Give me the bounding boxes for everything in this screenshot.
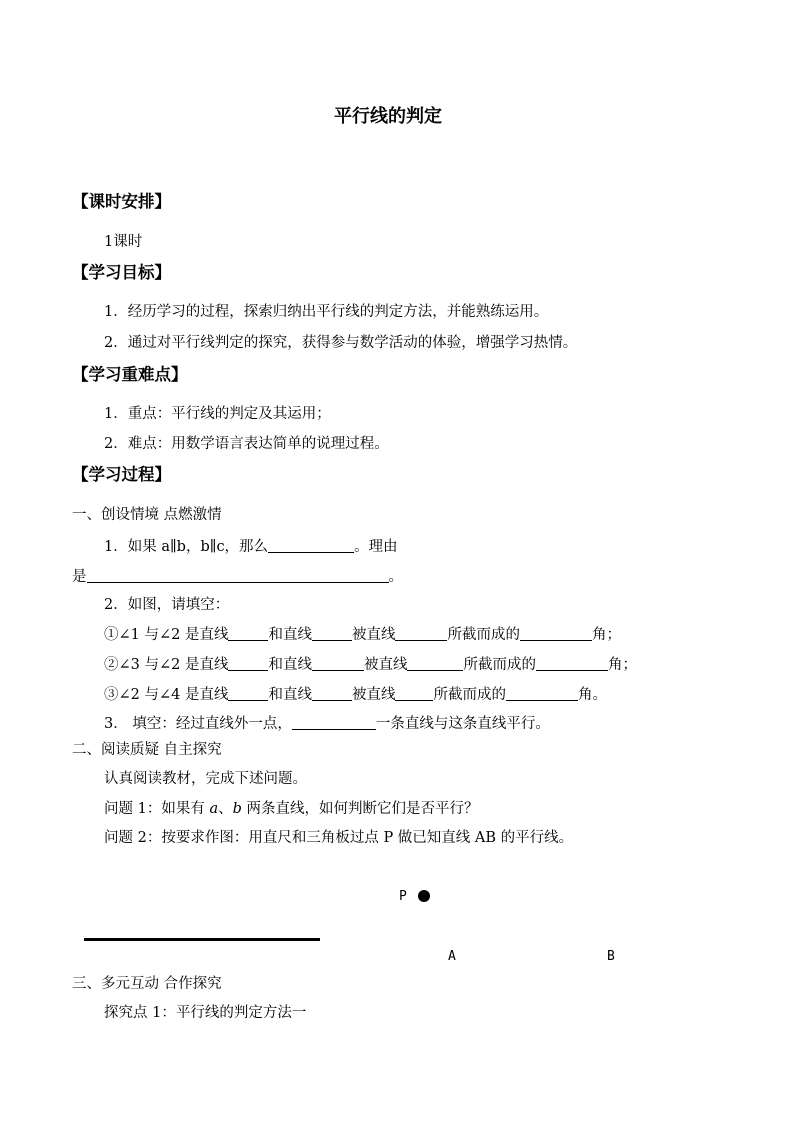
row3-text-4: 所截而成的: [433, 687, 506, 703]
row2-blank-2[interactable]: [312, 656, 364, 671]
row2-text-4: 所截而成的: [463, 657, 536, 673]
point-p-dot: [418, 890, 430, 902]
schedule-heading: 【课时安排】: [72, 192, 171, 211]
label-a: A: [448, 949, 456, 964]
part2-heading: 二、阅读质疑 自主探究: [72, 742, 222, 758]
row1-text-2: 和直线: [268, 627, 312, 643]
row2-text-2: 和直线: [268, 657, 312, 673]
row1-text-1: ①∠1 与∠2 是直线: [104, 627, 229, 643]
q1-blank-1[interactable]: [268, 538, 354, 553]
question-2-text: 2．如图，请填空：: [104, 597, 230, 613]
q1-blank-2[interactable]: [87, 568, 389, 583]
row3-text-2: 和直线: [268, 687, 312, 703]
row3-blank-1[interactable]: [228, 686, 268, 701]
fill-row-1: [104, 626, 621, 643]
row2-blank-4[interactable]: [536, 656, 608, 671]
row1-blank-2[interactable]: [312, 626, 352, 641]
goal-item-1: 1．经历学习的过程，探索归纳出平行线的判定方法，并能熟练运用。: [104, 304, 549, 320]
row1-blank-3[interactable]: [395, 626, 447, 641]
row3-text-5: 角。: [577, 687, 607, 703]
fill-row-2: [104, 656, 637, 673]
part3-heading: 三、多元互动 合作探究: [72, 976, 222, 992]
q1-text-b: 。理由: [354, 539, 398, 555]
question-1-reason-line: [72, 568, 403, 585]
row2-blank-3[interactable]: [407, 656, 463, 671]
row3-text-3: 被直线: [351, 687, 396, 703]
keypoint-item-2: 2．难点：用数学语言表达简单的说理过程。: [104, 436, 389, 452]
q1-text-a: 1．如果 a∥b，b∥c，那么: [104, 539, 269, 555]
q3-text-b: 一条直线与这条直线平行。: [375, 716, 550, 732]
q1-text-c: 是: [72, 569, 87, 585]
goals-heading: 【学习目标】: [72, 263, 171, 282]
row1-text-4: 所截而成的: [447, 627, 520, 643]
part2-intro: 认真阅读教材，完成下述问题。: [104, 771, 307, 787]
point-p-label: P: [399, 889, 407, 904]
process-heading: 【学习过程】: [72, 465, 171, 484]
row1-blank-4[interactable]: [520, 626, 592, 641]
row2-blank-1[interactable]: [228, 656, 268, 671]
problem-2: 问题 2：按要求作图：用直尺和三角板过点 P 做已知直线 AB 的平行线。: [104, 830, 574, 846]
var-a: a: [209, 801, 219, 817]
fill-row-3: [104, 686, 607, 703]
var-b: b: [232, 801, 242, 817]
keypoint-item-1: 1．重点：平行线的判定及其运用；: [104, 406, 331, 422]
row1-text-5: 角；: [591, 627, 621, 643]
part3-sub: 探究点 1：平行线的判定方法一: [104, 1005, 307, 1021]
q3-text-a: 3． 填空：经过直线外一点，: [104, 716, 292, 732]
problem-1-sep: 、: [218, 801, 233, 817]
row2-text-1: ②∠3 与∠2 是直线: [104, 657, 229, 673]
problem-1-text-b: 两条直线，如何判断它们是否平行？: [241, 801, 479, 817]
row1-blank-1[interactable]: [228, 626, 268, 641]
row2-text-5: 角；: [607, 657, 637, 673]
row1-text-3: 被直线: [351, 627, 396, 643]
row3-blank-3[interactable]: [395, 686, 433, 701]
q1-text-d: 。: [388, 569, 403, 585]
question-3-line: [104, 715, 550, 732]
page-title: 平行线的判定: [334, 106, 442, 127]
problem-1-text-a: 问题 1：如果有: [104, 801, 210, 817]
row2-text-3: 被直线: [363, 657, 408, 673]
question-1-line: [104, 538, 398, 555]
problem-1: [104, 802, 479, 817]
row3-blank-4[interactable]: [506, 686, 578, 701]
label-b: B: [607, 949, 615, 964]
goal-item-2: 2．通过对平行线判定的探究，获得参与数学活动的体验，增强学习热情。: [104, 335, 578, 351]
line-ab: [84, 938, 320, 941]
q3-blank[interactable]: [292, 715, 376, 730]
part1-heading: 一、创设情境 点燃激情: [72, 507, 222, 523]
keypoints-heading: 【学习重难点】: [72, 365, 188, 384]
row3-text-1: ③∠2 与∠4 是直线: [104, 687, 229, 703]
schedule-text: 1课时: [104, 234, 143, 250]
row3-blank-2[interactable]: [312, 686, 352, 701]
